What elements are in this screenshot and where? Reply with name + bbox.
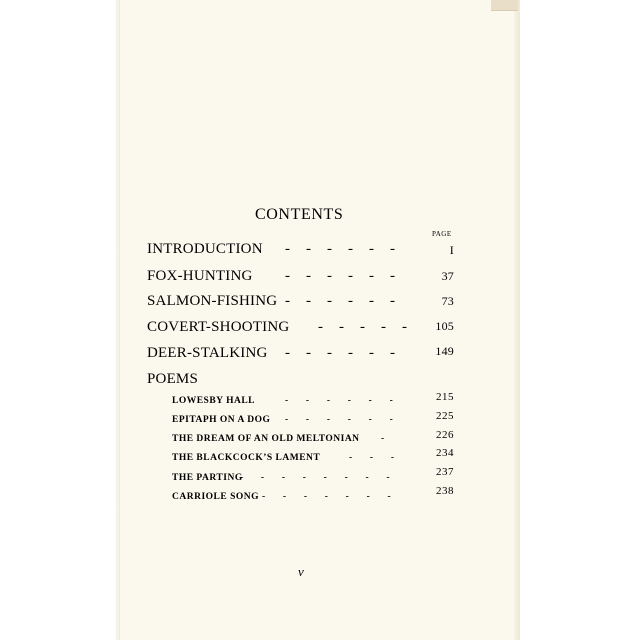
toc-entry-title: FOX-HUNTING (147, 268, 253, 284)
toc-entry-poems (147, 371, 198, 388)
toc-leader: - - - - - - (285, 396, 394, 406)
toc-entry-introduction (147, 241, 263, 258)
toc-poem-lowesby-hall (172, 396, 255, 406)
contents-heading: CONTENTS (255, 206, 344, 223)
page-corner-tab (491, 0, 518, 11)
toc-entry-title: THE PARTING (172, 473, 243, 483)
toc-poem-blackcocks-lament (172, 453, 320, 463)
toc-entry-fox-hunting (147, 268, 253, 285)
toc-poem-dream-of-an-old-meltonian (172, 434, 360, 444)
toc-leader: - - - - - - (285, 415, 394, 425)
toc-entry-title: CARRIOLE SONG (172, 492, 259, 502)
toc-entry-deer-stalking (147, 345, 268, 362)
toc-entry-title: EPITAPH ON A DOG (172, 415, 271, 425)
toc-entry-page: 105 (435, 319, 454, 333)
toc-entry-page: 237 (436, 466, 454, 478)
toc-entry-title: LOWESBY HALL (172, 396, 255, 406)
toc-leader: - - - - - - - - (240, 473, 391, 483)
toc-entry-title: DEER-STALKING (147, 345, 268, 361)
toc-poem-epitaph-on-a-dog (172, 415, 270, 425)
toc-entry-page: 149 (435, 344, 454, 358)
toc-entry-page: 215 (436, 391, 454, 403)
toc-entry-page: 234 (436, 447, 454, 459)
toc-entry-page: 37 (441, 269, 454, 283)
toc-entry-page: 73 (441, 294, 454, 308)
toc-entry-title: THE BLACKCOCK’S LAMENT (172, 453, 321, 463)
toc-entry-title: THE DREAM OF AN OLD MELTONIAN (172, 434, 360, 444)
toc-leader: - - - - - - (285, 345, 396, 361)
toc-leader: - - - - - - (285, 293, 396, 309)
toc-leader: - - - - - - (285, 241, 396, 257)
toc-entry-title: POEMS (147, 371, 199, 387)
page-right-edge (514, 0, 520, 640)
toc-poem-the-parting (172, 473, 243, 483)
toc-entry-title: SALMON-FISHING (147, 293, 278, 309)
toc-entry-salmon-fishing (147, 293, 277, 310)
toc-entry-covert-shooting (147, 319, 289, 336)
toc-entry-title: INTRODUCTION (147, 241, 263, 257)
toc-entry-page: I (449, 243, 454, 257)
toc-leader: - - - - - (318, 319, 408, 335)
toc-entry-page: 238 (436, 485, 454, 497)
toc-leader: - - - (349, 453, 395, 463)
toc-leader: - - - - - - - (262, 492, 392, 502)
page-column-label: PAGE (432, 230, 452, 238)
toc-leader: - (381, 434, 385, 444)
toc-entry-page: 225 (436, 410, 454, 422)
toc-entry-page: 226 (436, 429, 454, 441)
toc-poem-carriole-song (172, 492, 259, 502)
page-folio: v (298, 564, 304, 579)
toc-leader: - - - - - - (285, 268, 396, 284)
toc-entry-title: COVERT-SHOOTING (147, 319, 290, 335)
